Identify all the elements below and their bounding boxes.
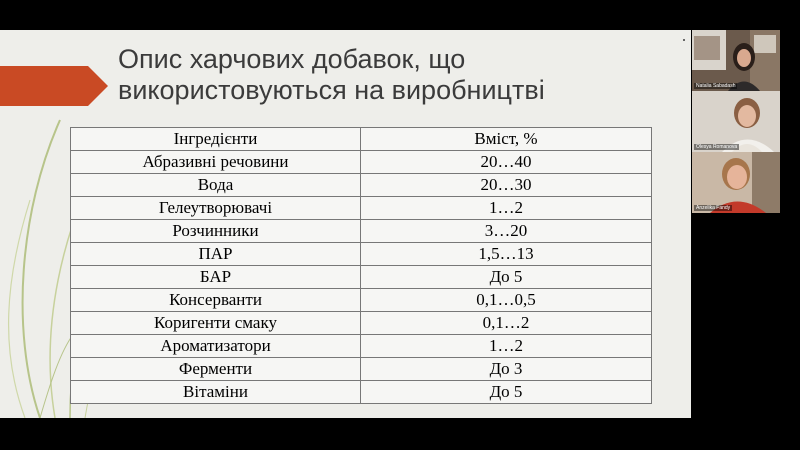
content-cell: 20…30 <box>361 174 652 197</box>
slide-title-line-2: використовуються на виробництві <box>118 75 545 105</box>
content-cell: 0,1…2 <box>361 312 652 335</box>
table-row <box>71 358 652 381</box>
slide-title-line-1: Опис харчових добавок, що <box>118 44 466 74</box>
ingredient-cell: Консерванти <box>71 289 361 312</box>
table-row <box>71 289 652 312</box>
participant-name: Natalia Sabadash <box>696 83 736 89</box>
participant-name: Olesya Romanova <box>696 144 738 150</box>
slide-dot <box>683 39 685 41</box>
table-row <box>71 174 652 197</box>
ingredient-cell: Розчинники <box>71 220 361 243</box>
content-cell: 0,1…0,5 <box>361 289 652 312</box>
ingredient-cell: Вітаміни <box>71 381 361 404</box>
table-row <box>71 220 652 243</box>
content-cell: 1…2 <box>361 197 652 220</box>
title-arrow-shape <box>0 66 108 106</box>
header-content: Вміст, % <box>361 128 652 151</box>
ingredient-cell: БАР <box>71 266 361 289</box>
video-tile-3[interactable] <box>692 152 780 213</box>
table-row <box>71 381 652 404</box>
table-row <box>71 243 652 266</box>
ingredient-cell: Коригенти смаку <box>71 312 361 335</box>
ingredient-cell: Гелеутворювачі <box>71 197 361 220</box>
header-ingredients: Інгредієнти <box>71 128 361 151</box>
ingredients-table <box>70 127 652 404</box>
participant-video-3 <box>692 152 780 213</box>
bottom-bar <box>0 418 800 450</box>
participant-video-1 <box>692 30 780 91</box>
ingredient-cell: Ароматизатори <box>71 335 361 358</box>
ingredient-cell: ПАР <box>71 243 361 266</box>
slide-title <box>118 44 678 106</box>
video-tile-1[interactable] <box>692 30 780 91</box>
table-row <box>71 312 652 335</box>
participant-name: Anzelika Fandy <box>696 205 731 211</box>
ingredient-cell: Ферменти <box>71 358 361 381</box>
ingredient-cell: Абразивні речовини <box>71 151 361 174</box>
content-cell: До 5 <box>361 266 652 289</box>
content-cell: 1…2 <box>361 335 652 358</box>
table-row <box>71 151 652 174</box>
table-row <box>71 197 652 220</box>
content-cell: До 5 <box>361 381 652 404</box>
content-cell: 1,5…13 <box>361 243 652 266</box>
participant-video-2 <box>692 91 780 152</box>
table-row <box>71 335 652 358</box>
video-tile-2[interactable] <box>692 91 780 152</box>
presentation-slide <box>0 30 691 418</box>
table-header-row <box>71 128 652 151</box>
table-row <box>71 266 652 289</box>
content-cell: До 3 <box>361 358 652 381</box>
content-cell: 20…40 <box>361 151 652 174</box>
ingredient-cell: Вода <box>71 174 361 197</box>
content-cell: 3…20 <box>361 220 652 243</box>
